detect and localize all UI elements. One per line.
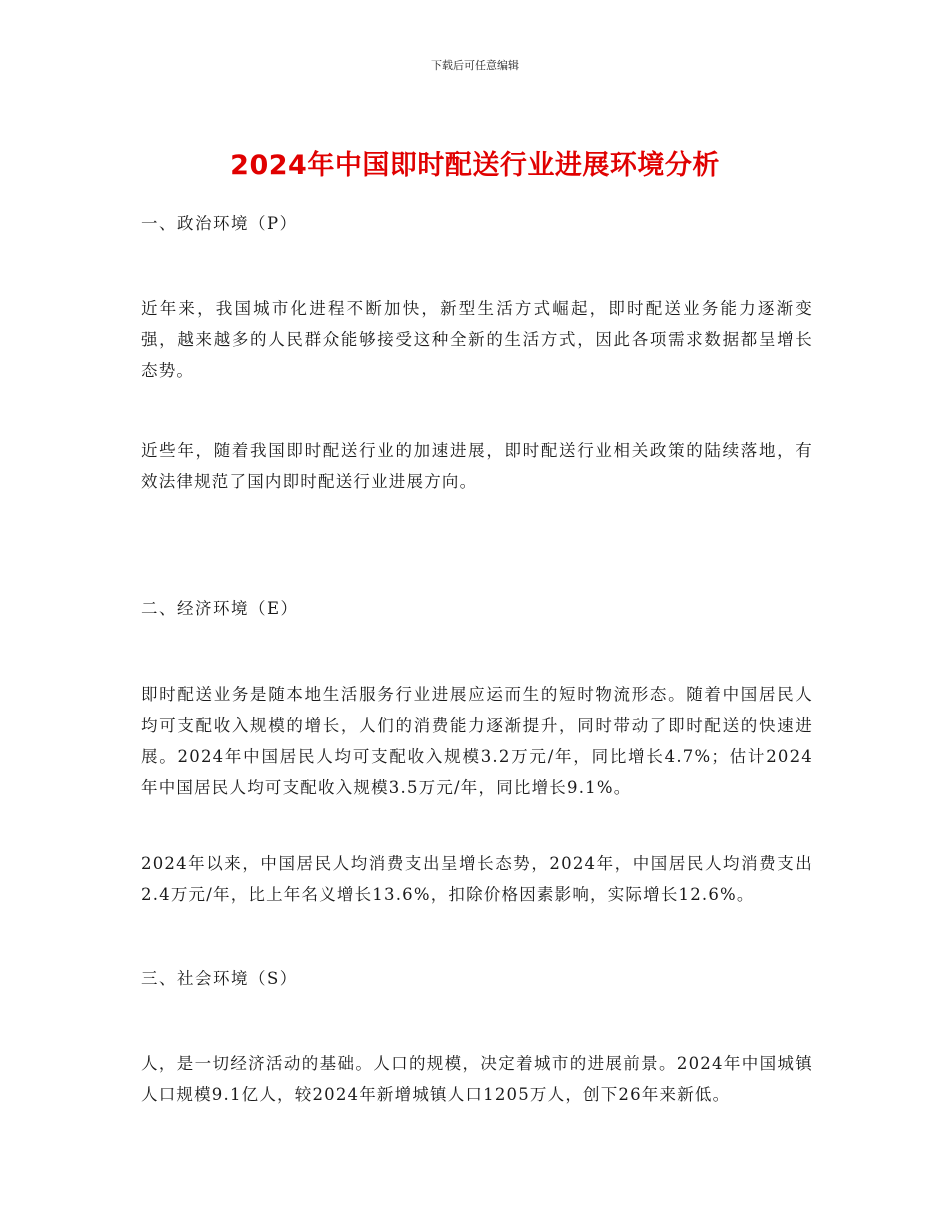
section-heading-social: 三、社会环境（S） [141, 969, 298, 988]
section-heading-economic: 二、经济环境（E） [141, 599, 299, 618]
section-heading-political: 一、政治环境（P） [141, 214, 298, 233]
paragraph-social-1: 人，是一切经济活动的基础。人口的规模，决定着城市的进展前景。2024年中国城镇人口规模9.1亿人，较2024年新增城镇人口1205万人，创下26年来新低。 [141, 1054, 813, 1104]
paragraph-political-2: 近些年，随着我国即时配送行业的加速进展，即时配送行业相关政策的陆续落地，有效法律规范了国内即时配送行业进展方向。 [141, 441, 813, 491]
header-note: 下载后可任意编辑 [431, 59, 519, 72]
document-title: 2024年中国即时配送行业进展环境分析 [230, 150, 720, 181]
paragraph-economic-1: 即时配送业务是随本地生活服务行业进展应运而生的短时物流形态。随着中国居民人均可支配收入规模的增长，人们的消费能力逐渐提升，同时带动了即时配送的快速进展。2024年中国居民人均可支配收入规模3.2万元/年，同比增长4.7%；估计2024年中国居民人均可支配收入规模3.5万元/年，同比增长9.1%。 [141, 685, 813, 797]
paragraph-political-1: 近年来，我国城市化进程不断加快，新型生活方式崛起，即时配送业务能力逐渐变强，越来越多的人民群众能够接受这种全新的生活方式，因此各项需求数据都呈增长态势。 [141, 299, 813, 380]
paragraph-economic-2: 2024年以来，中国居民人均消费支出呈增长态势，2024年，中国居民人均消费支出2.4万元/年，比上年名义增长13.6%，扣除价格因素影响，实际增长12.6%。 [141, 854, 813, 904]
